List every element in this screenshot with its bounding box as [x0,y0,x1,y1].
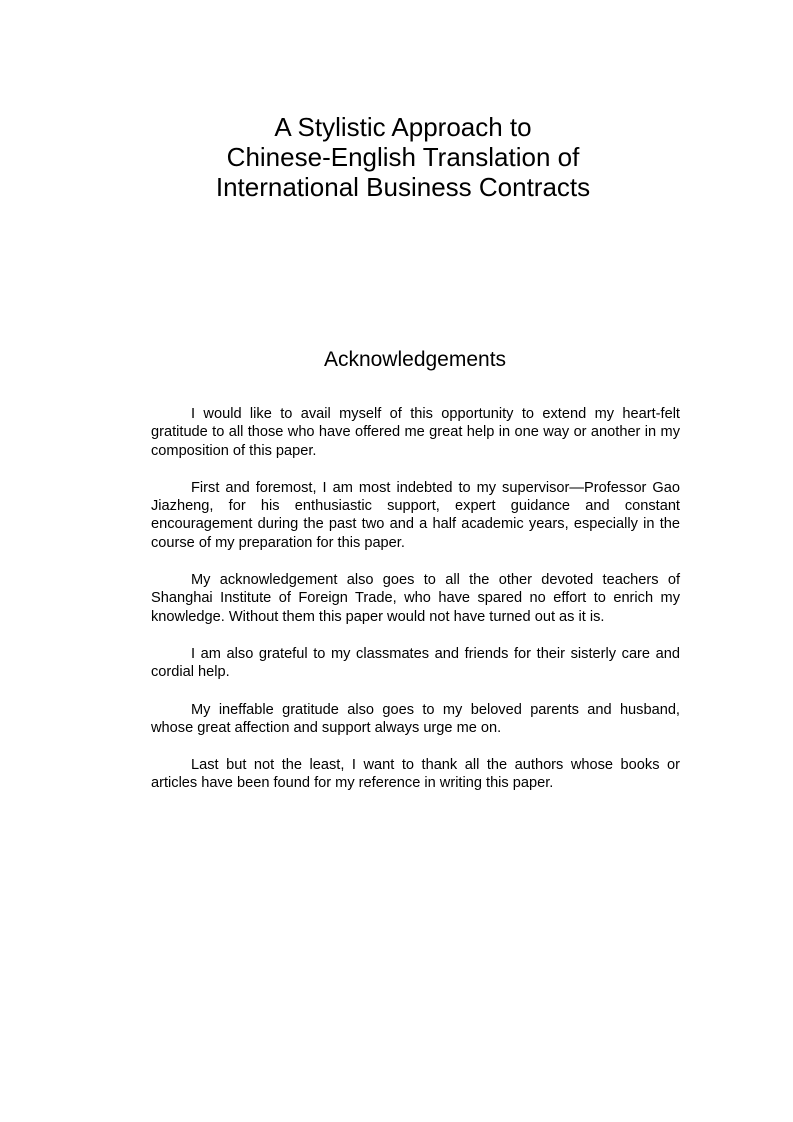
paragraph-2: First and foremost, I am most indebted to my supervisor—Professor Gao Jiazheng, for his enthusiastic support, expert guidance and constant encouragement during the past two and a half academic years, especially in the course of my preparation for this paper. [151,479,680,551]
paragraph-4: I am also grateful to my classmates and friends for their sisterly care and cordial help. [151,645,680,681]
paper-title-line-2: Chinese-English Translation of [226,142,580,172]
paper-title [0,112,793,202]
section-heading: Acknowledgements [323,348,507,371]
paper-title-line-3: International Business Contracts [215,172,591,202]
paragraph-1: I would like to avail myself of this opportunity to extend my heart-felt gratitude to all those who have offered me great help in one way or another in my composition of this paper. [151,406,680,459]
paragraph-3: My acknowledgement also goes to all the other devoted teachers of Shanghai Institute of Foreign Trade, who have spared no effort to enrich my knowledge. Without them this paper would not have turned out as it is. [151,572,680,625]
paragraph-5: My ineffable gratitude also goes to my beloved parents and husband, whose great affection and support always urge me on. [151,701,680,736]
acknowledgements-body [151,405,680,812]
paragraph-6: Last but not the least, I want to thank all the authors whose books or articles have been found for my reference in writing this paper. [151,757,680,792]
paper-title-line-1: A Stylistic Approach to [274,112,532,142]
